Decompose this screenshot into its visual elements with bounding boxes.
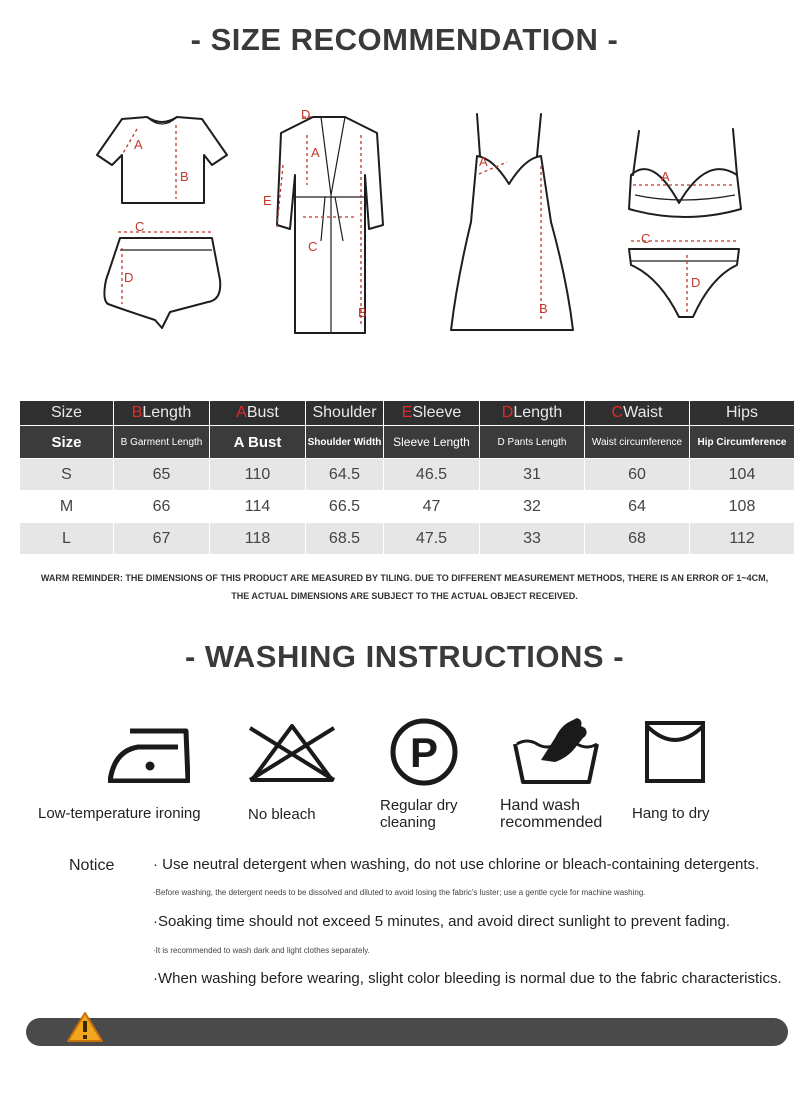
- table-row: [20, 523, 795, 555]
- robe-icon: [265, 105, 395, 340]
- bottom-warning-bar: [26, 1018, 788, 1046]
- iron-low-temp-icon: [108, 725, 190, 783]
- table-row: [20, 459, 795, 491]
- table-cell: 110: [210, 459, 306, 491]
- dry-clean-p-icon: [389, 717, 459, 787]
- wash-label-hand-wash: Hand wash recommended: [500, 797, 603, 831]
- svg-text:C: C: [135, 219, 145, 234]
- svg-text:B: B: [539, 301, 548, 316]
- table-row: [20, 491, 795, 523]
- hang-dry-icon: [644, 720, 706, 784]
- subheader-cell: A Bust: [210, 426, 306, 459]
- notice-line: ·Before washing, the detergent needs to be dissolved and diluted to avoid losing the fabric's luster; use a gentle cycle for machine washing.: [153, 888, 646, 897]
- wash-label-no-bleach: No bleach: [248, 806, 316, 823]
- table-cell: L: [20, 523, 114, 555]
- table-header-row: [20, 401, 795, 426]
- table-cell: 47.5: [384, 523, 480, 555]
- notice-line: · Use neutral detergent when washing, do not use chlorine or bleach-containing detergents.: [153, 856, 760, 873]
- table-cell: 47: [384, 491, 480, 523]
- table-cell: 68: [585, 523, 690, 555]
- subheader-cell: B Garment Length: [114, 426, 210, 459]
- table-cell: 66.5: [306, 491, 384, 523]
- size-table: [19, 400, 795, 555]
- header-cell: Hips: [690, 401, 795, 426]
- table-cell: 33: [480, 523, 585, 555]
- slip-dress-icon: [445, 110, 575, 335]
- table-subheader-row: [20, 426, 795, 459]
- svg-text:A: A: [661, 169, 670, 184]
- warm-reminder-line1: WARM REMINDER: THE DIMENSIONS OF THIS PRODUCT ARE MEASURED BY TILING. DUE TO DIFFERENT MEASUREMENT METHODS, THERE IS AN ERROR OF 1~4CM,: [40, 573, 769, 583]
- table-cell: M: [20, 491, 114, 523]
- table-cell: 66: [114, 491, 210, 523]
- crop-top-icon: [92, 115, 232, 210]
- hand-wash-icon: [511, 714, 601, 786]
- table-cell: 108: [690, 491, 795, 523]
- subheader-cell: Hip Circumference: [690, 426, 795, 459]
- svg-text:P: P: [409, 729, 439, 776]
- table-cell: 32: [480, 491, 585, 523]
- subheader-cell: Waist circumference: [585, 426, 690, 459]
- svg-text:D: D: [691, 275, 701, 290]
- briefs-icon: [625, 231, 745, 325]
- svg-text:C: C: [641, 231, 651, 246]
- subheader-cell: D Pants Length: [480, 426, 585, 459]
- svg-text:A: A: [134, 137, 143, 152]
- svg-text:B: B: [180, 169, 189, 184]
- svg-text:B: B: [358, 305, 367, 320]
- svg-text:D: D: [301, 107, 311, 122]
- table-cell: 60: [585, 459, 690, 491]
- warm-reminder-line2: THE ACTUAL DIMENSIONS ARE SUBJECT TO THE ACTUAL OBJECT RECEIVED.: [231, 591, 578, 601]
- wash-label-dry-clean: Regular dry cleaning: [380, 797, 458, 831]
- wash-label-hang-dry: Hang to dry: [632, 805, 710, 822]
- svg-text:D: D: [124, 270, 134, 285]
- svg-text:A: A: [479, 154, 488, 169]
- wash-label-ironing: Low-temperature ironing: [38, 805, 201, 822]
- svg-text:E: E: [263, 193, 272, 208]
- header-cell: DLength: [480, 401, 585, 426]
- warning-triangle-icon: [66, 1011, 104, 1043]
- table-cell: 64.5: [306, 459, 384, 491]
- header-cell: Shoulder: [306, 401, 384, 426]
- table-cell: 114: [210, 491, 306, 523]
- header-cell: ABust: [210, 401, 306, 426]
- header-cell: Size: [20, 401, 114, 426]
- table-cell: 104: [690, 459, 795, 491]
- subheader-cell: Sleeve Length: [384, 426, 480, 459]
- garment-diagrams: [0, 95, 809, 350]
- notice-line: ·It is recommended to wash dark and light clothes separately.: [153, 946, 370, 955]
- subheader-cell: Shoulder Width: [306, 426, 384, 459]
- header-cell: BLength: [114, 401, 210, 426]
- table-cell: 65: [114, 459, 210, 491]
- subheader-cell: Size: [20, 426, 114, 459]
- header-cell: CWaist: [585, 401, 690, 426]
- notice-line: ·Soaking time should not exceed 5 minutes, and avoid direct sunlight to prevent fading.: [153, 913, 731, 930]
- table-cell: 67: [114, 523, 210, 555]
- table-cell: 68.5: [306, 523, 384, 555]
- no-bleach-icon: [246, 722, 338, 784]
- table-cell: 118: [210, 523, 306, 555]
- table-cell: S: [20, 459, 114, 491]
- shorts-icon: [100, 220, 225, 330]
- table-cell: 112: [690, 523, 795, 555]
- table-cell: 31: [480, 459, 585, 491]
- washing-section-title: - WASHING INSTRUCTIONS -: [184, 639, 625, 674]
- bra-icon: [625, 125, 745, 225]
- table-cell: 46.5: [384, 459, 480, 491]
- svg-text:A: A: [311, 145, 320, 160]
- notice-line: ·When washing before wearing, slight color bleeding is normal due to the fabric characteristics.: [153, 970, 782, 987]
- header-cell: ESleeve: [384, 401, 480, 426]
- size-section-title: - SIZE RECOMMENDATION -: [190, 22, 619, 57]
- notice-label: Notice: [69, 857, 115, 874]
- svg-text:C: C: [308, 239, 318, 254]
- table-cell: 64: [585, 491, 690, 523]
